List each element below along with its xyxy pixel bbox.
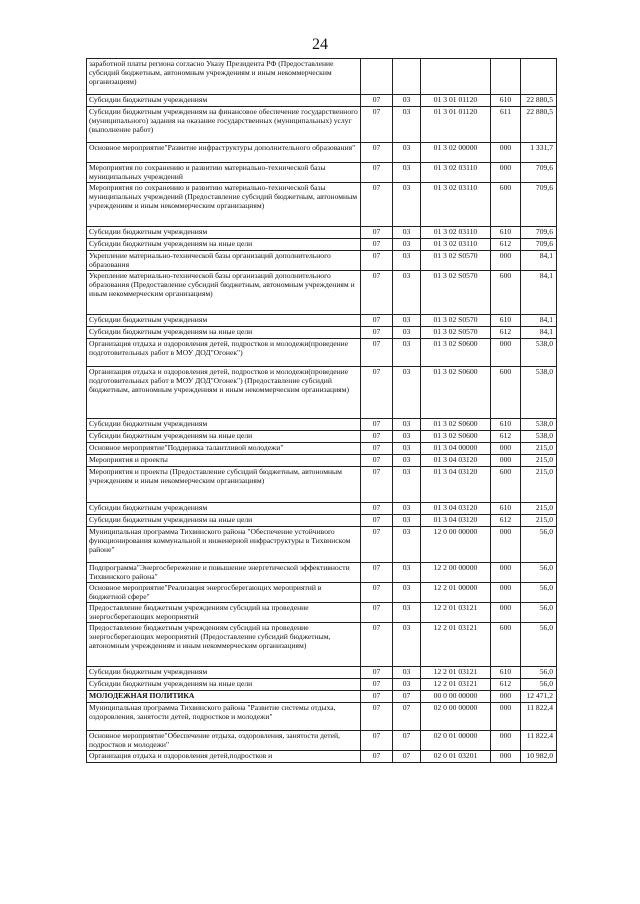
cell-section: 07	[361, 143, 393, 163]
cell-subsection: 03	[393, 327, 421, 339]
cell-amount: 11 822,4	[521, 703, 557, 731]
table-row	[87, 339, 557, 367]
cell-target-article: 01 3 02 S0570	[421, 315, 491, 327]
table-row	[87, 583, 557, 603]
cell-amount: 538,0	[521, 431, 557, 443]
cell-target-article: 01 3 04 03120	[421, 455, 491, 467]
cell-name: Организация отдыха и оздоровления детей, подростков и молодежи(проведение подготовительных работ в МОУ ДОД"Огонек") (Предоставление субсидий бюджетным, автономным учреждениям и иным некоммерческим организациям)	[87, 367, 361, 419]
cell-target-article: 01 3 04 03120	[421, 515, 491, 527]
cell-subsection: 03	[393, 315, 421, 327]
cell-amount: 709,6	[521, 163, 557, 183]
cell-target-article: 12 2 01 03121	[421, 603, 491, 623]
cell-subsection: 03	[393, 623, 421, 667]
cell-section: 07	[361, 239, 393, 251]
table-row	[87, 527, 557, 563]
cell-amount: 11 822,4	[521, 731, 557, 751]
cell-amount: 56,0	[521, 563, 557, 583]
table-row	[87, 455, 557, 467]
cell-name: Предоставление бюджетным учреждениям субсидий на проведение энергосберегающих мероприятий	[87, 603, 361, 623]
cell-expense-type: 610	[491, 419, 521, 431]
cell-target-article: 01 3 02 S0570	[421, 327, 491, 339]
cell-expense-type: 000	[491, 455, 521, 467]
cell-section: 07	[361, 703, 393, 731]
cell-subsection: 03	[393, 183, 421, 227]
cell-target-article: 01 3 04 03120	[421, 467, 491, 503]
table-row	[87, 327, 557, 339]
cell-section: 07	[361, 731, 393, 751]
cell-target-article: 01 3 04 00000	[421, 443, 491, 455]
cell-expense-type: 612	[491, 679, 521, 691]
cell-name: Мероприятия по сохранению и развитию материально-технической базы муниципальных учреждений	[87, 163, 361, 183]
cell-amount: 538,0	[521, 339, 557, 367]
table-row	[87, 227, 557, 239]
cell-expense-type: 612	[491, 239, 521, 251]
cell-expense-type: 000	[491, 443, 521, 455]
cell-section: 07	[361, 527, 393, 563]
cell-section: 07	[361, 315, 393, 327]
cell-expense-type: 610	[491, 227, 521, 239]
cell-target-article: 01 3 01 01120	[421, 107, 491, 143]
cell-amount: 709,6	[521, 227, 557, 239]
table-row	[87, 751, 557, 763]
cell-target-article: 01 3 04 03120	[421, 503, 491, 515]
cell-target-article: 01 3 02 S0600	[421, 367, 491, 419]
cell-amount: 56,0	[521, 667, 557, 679]
table-row	[87, 431, 557, 443]
table-row	[87, 443, 557, 455]
table-row	[87, 95, 557, 107]
cell-name: Мероприятия и проекты (Предоставление субсидий бюджетным, автономным учреждениям и иным некоммерческим организациям)	[87, 467, 361, 503]
cell-expense-type: 000	[491, 251, 521, 271]
cell-subsection: 03	[393, 271, 421, 315]
cell-subsection: 03	[393, 239, 421, 251]
cell-amount: 56,0	[521, 583, 557, 603]
cell-subsection: 03	[393, 563, 421, 583]
cell-name: Субсидии бюджетным учреждениям на иные цели	[87, 327, 361, 339]
table-row	[87, 467, 557, 503]
cell-target-article: 01 3 02 03110	[421, 163, 491, 183]
cell-name: Субсидии бюджетным учреждениям	[87, 667, 361, 679]
cell-amount: 215,0	[521, 503, 557, 515]
table-row	[87, 703, 557, 731]
cell-amount: 84,1	[521, 315, 557, 327]
cell-section: 07	[361, 339, 393, 367]
cell-target-article: 01 3 02 03110	[421, 227, 491, 239]
cell-target-article: 01 3 01 01120	[421, 95, 491, 107]
cell-expense-type: 600	[491, 623, 521, 667]
cell-subsection: 03	[393, 339, 421, 367]
cell-target-article: 12 2 00 00000	[421, 563, 491, 583]
cell-expense-type: 000	[491, 143, 521, 163]
cell-section	[361, 59, 393, 95]
table-row	[87, 143, 557, 163]
cell-amount: 1 331,7	[521, 143, 557, 163]
cell-section: 07	[361, 751, 393, 763]
cell-expense-type: 000	[491, 163, 521, 183]
cell-subsection: 03	[393, 367, 421, 419]
cell-subsection: 03	[393, 583, 421, 603]
cell-amount: 56,0	[521, 527, 557, 563]
cell-expense-type: 000	[491, 603, 521, 623]
cell-expense-type: 600	[491, 183, 521, 227]
cell-name: Муниципальная программа Тихвинского района "Обеспечение устойчивого функционирования коммунальной и инженерной инфраструктуры в Тихвинском районе"	[87, 527, 361, 563]
cell-section: 07	[361, 443, 393, 455]
budget-table	[86, 58, 557, 763]
cell-name: Субсидии бюджетным учреждениям на финансовое обеспечение государственного (муниципального) задания на оказание государственных (муниципальных) услуг (выполнение работ)	[87, 107, 361, 143]
cell-target-article: 12 2 01 03121	[421, 667, 491, 679]
cell-expense-type: 610	[491, 667, 521, 679]
cell-name: Организация отдыха и оздоровления детей, подростков и молодежи(проведение подготовительных работ в МОУ ДОД"Огонек")	[87, 339, 361, 367]
cell-subsection: 03	[393, 107, 421, 143]
cell-subsection: 03	[393, 603, 421, 623]
cell-section: 07	[361, 467, 393, 503]
cell-expense-type: 610	[491, 315, 521, 327]
cell-amount: 538,0	[521, 367, 557, 419]
cell-section: 07	[361, 515, 393, 527]
cell-target-article: 01 3 02 S0600	[421, 419, 491, 431]
cell-subsection: 03	[393, 467, 421, 503]
table-row	[87, 623, 557, 667]
table-row	[87, 603, 557, 623]
cell-subsection: 07	[393, 691, 421, 703]
cell-expense-type: 600	[491, 271, 521, 315]
cell-name: Субсидии бюджетным учреждениям	[87, 95, 361, 107]
cell-section: 07	[361, 227, 393, 239]
cell-amount: 215,0	[521, 455, 557, 467]
table-body	[87, 59, 557, 763]
cell-amount: 709,6	[521, 183, 557, 227]
table-row	[87, 563, 557, 583]
cell-subsection: 03	[393, 227, 421, 239]
cell-target-article	[421, 59, 491, 95]
cell-subsection: 03	[393, 503, 421, 515]
cell-expense-type: 600	[491, 467, 521, 503]
table-row	[87, 251, 557, 271]
table-row	[87, 731, 557, 751]
cell-amount: 215,0	[521, 467, 557, 503]
cell-amount: 84,1	[521, 327, 557, 339]
cell-subsection: 03	[393, 515, 421, 527]
cell-section: 07	[361, 667, 393, 679]
cell-expense-type: 000	[491, 703, 521, 731]
table-row	[87, 183, 557, 227]
cell-amount: 215,0	[521, 443, 557, 455]
table-row	[87, 239, 557, 251]
cell-expense-type: 600	[491, 367, 521, 419]
cell-amount: 12 471,2	[521, 691, 557, 703]
cell-name: Субсидии бюджетным учреждениям на иные цели	[87, 679, 361, 691]
cell-section: 07	[361, 431, 393, 443]
cell-expense-type	[491, 59, 521, 95]
cell-target-article: 01 3 02 S0570	[421, 251, 491, 271]
table-row	[87, 107, 557, 143]
cell-expense-type: 000	[491, 563, 521, 583]
cell-expense-type: 612	[491, 327, 521, 339]
cell-name: Укрепление материально-технической базы организаций дополнительного образования	[87, 251, 361, 271]
cell-subsection: 03	[393, 143, 421, 163]
cell-subsection: 03	[393, 419, 421, 431]
cell-subsection: 03	[393, 667, 421, 679]
cell-subsection: 03	[393, 455, 421, 467]
cell-name: Субсидии бюджетным учреждениям	[87, 419, 361, 431]
cell-target-article: 01 3 02 03110	[421, 239, 491, 251]
cell-target-article: 12 0 00 00000	[421, 527, 491, 563]
cell-name: заработной платы региона согласно Указу Президента РФ (Предоставление субсидий бюджетным, автономным учреждениям и иным некоммерческим организациям)	[87, 59, 361, 95]
table-row	[87, 679, 557, 691]
cell-expense-type: 612	[491, 515, 521, 527]
cell-subsection: 07	[393, 731, 421, 751]
cell-expense-type: 000	[491, 527, 521, 563]
cell-name: Мероприятия по сохранению и развитию материально-технической базы муниципальных учреждений (Предоставление субсидий бюджетным, автономным учреждениям и иным некоммерческим организациям)	[87, 183, 361, 227]
cell-expense-type: 611	[491, 107, 521, 143]
cell-target-article: 00 0 00 00000	[421, 691, 491, 703]
cell-name: Основное мероприятие"Поддержка талантливой молодежи"	[87, 443, 361, 455]
table-row	[87, 667, 557, 679]
cell-section: 07	[361, 679, 393, 691]
table-row	[87, 419, 557, 431]
cell-name: Субсидии бюджетным учреждениям на иные цели	[87, 515, 361, 527]
cell-name: Организация отдыха и оздоровления детей,подростков и	[87, 751, 361, 763]
cell-amount: 22 880,5	[521, 107, 557, 143]
cell-section: 07	[361, 95, 393, 107]
cell-name: Субсидии бюджетным учреждениям	[87, 315, 361, 327]
table-row	[87, 691, 557, 703]
cell-target-article: 01 3 02 S0570	[421, 271, 491, 315]
cell-target-article: 01 3 02 S0600	[421, 431, 491, 443]
cell-amount: 10 982,0	[521, 751, 557, 763]
cell-section: 07	[361, 251, 393, 271]
cell-amount: 84,1	[521, 251, 557, 271]
cell-section: 07	[361, 691, 393, 703]
table-row	[87, 503, 557, 515]
cell-section: 07	[361, 107, 393, 143]
cell-name: Основное мероприятие"Реализация энергосберегающих мероприятий в бюджетной сфере"	[87, 583, 361, 603]
page-number: 24	[312, 36, 328, 53]
table-row	[87, 515, 557, 527]
cell-expense-type: 000	[491, 339, 521, 367]
cell-amount: 538,0	[521, 419, 557, 431]
table-row	[87, 367, 557, 419]
cell-section: 07	[361, 603, 393, 623]
cell-expense-type: 612	[491, 431, 521, 443]
cell-name: Муниципальная программа Тихвинского района "Развитие системы отдыха, оздоровления, занятости детей, подростков и молодежи"	[87, 703, 361, 731]
cell-target-article: 01 3 02 00000	[421, 143, 491, 163]
cell-section: 07	[361, 419, 393, 431]
cell-target-article: 02 0 01 03201	[421, 751, 491, 763]
cell-section: 07	[361, 367, 393, 419]
cell-target-article: 12 2 01 03121	[421, 623, 491, 667]
cell-section: 07	[361, 563, 393, 583]
cell-section: 07	[361, 183, 393, 227]
table-row	[87, 271, 557, 315]
cell-subsection: 03	[393, 95, 421, 107]
cell-amount: 215,0	[521, 515, 557, 527]
table-row	[87, 315, 557, 327]
cell-amount: 56,0	[521, 623, 557, 667]
cell-subsection: 03	[393, 527, 421, 563]
cell-target-article: 02 0 00 00000	[421, 703, 491, 731]
cell-amount	[521, 59, 557, 95]
cell-subsection: 03	[393, 163, 421, 183]
cell-name: Субсидии бюджетным учреждениям	[87, 503, 361, 515]
cell-name: Основное мероприятие"Развитие инфраструктуры дополнительного образования"	[87, 143, 361, 163]
cell-amount: 56,0	[521, 603, 557, 623]
cell-section: 07	[361, 503, 393, 515]
cell-section: 07	[361, 271, 393, 315]
cell-expense-type: 610	[491, 503, 521, 515]
cell-subsection: 03	[393, 679, 421, 691]
cell-expense-type: 000	[491, 691, 521, 703]
cell-subsection: 03	[393, 251, 421, 271]
cell-target-article: 01 3 02 03110	[421, 183, 491, 227]
cell-subsection: 03	[393, 431, 421, 443]
cell-amount: 56,0	[521, 679, 557, 691]
cell-expense-type: 000	[491, 583, 521, 603]
cell-target-article: 02 0 01 00000	[421, 731, 491, 751]
cell-name: Основное мероприятие"Обеспечение отдыха, оздоровления, занятости детей, подростков и молодежи"	[87, 731, 361, 751]
cell-name: МОЛОДЕЖНАЯ ПОЛИТИКА	[87, 691, 361, 703]
cell-name: Субсидии бюджетным учреждениям на иные цели	[87, 431, 361, 443]
cell-name: Субсидии бюджетным учреждениям на иные цели	[87, 239, 361, 251]
cell-expense-type: 000	[491, 731, 521, 751]
cell-subsection: 03	[393, 443, 421, 455]
cell-amount: 22 880,5	[521, 95, 557, 107]
cell-subsection: 07	[393, 751, 421, 763]
cell-section: 07	[361, 163, 393, 183]
cell-section: 07	[361, 623, 393, 667]
cell-name: Субсидии бюджетным учреждениям	[87, 227, 361, 239]
cell-section: 07	[361, 455, 393, 467]
cell-amount: 709,6	[521, 239, 557, 251]
cell-name: Подпрограмма"Энергосбережение и повышение энергетической эффективности Тихвинского района"	[87, 563, 361, 583]
cell-subsection	[393, 59, 421, 95]
cell-target-article: 12 2 01 03121	[421, 679, 491, 691]
cell-target-article: 12 2 01 00000	[421, 583, 491, 603]
cell-subsection: 07	[393, 703, 421, 731]
cell-target-article: 01 3 02 S0600	[421, 339, 491, 367]
cell-name: Укрепление материально-технической базы организаций дополнительного образования (Предоставление субсидий бюджетным, автономным учреждениям и иным некоммерческим организациям)	[87, 271, 361, 315]
cell-section: 07	[361, 583, 393, 603]
table-row	[87, 163, 557, 183]
cell-expense-type: 610	[491, 95, 521, 107]
cell-amount: 84,1	[521, 271, 557, 315]
cell-expense-type: 000	[491, 751, 521, 763]
cell-name: Мероприятия и проекты	[87, 455, 361, 467]
table-row	[87, 59, 557, 95]
cell-section: 07	[361, 327, 393, 339]
cell-name: Предоставление бюджетным учреждениям субсидий на проведение энергосберегающих мероприятий (Предоставление субсидий бюджетным, автономным учреждениям и иным некоммерческим организациям)	[87, 623, 361, 667]
